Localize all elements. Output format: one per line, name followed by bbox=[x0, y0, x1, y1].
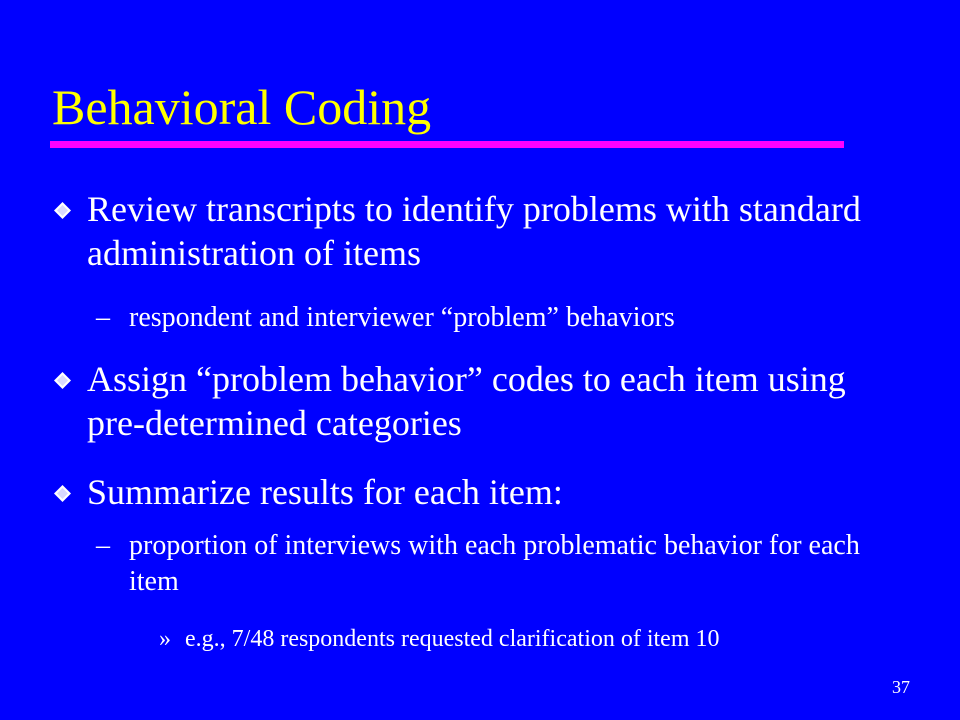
slide-title: Behavioral Coding bbox=[52, 79, 432, 135]
diamond-bullet-icon bbox=[54, 202, 71, 219]
sub-sub-bullet-item bbox=[159, 624, 885, 654]
sub-sub-bullet-text: e.g., 7/48 respondents requested clarification of item 10 bbox=[185, 626, 720, 652]
bullet-text: Review transcripts to identify problems with standard administration of items bbox=[87, 189, 861, 273]
diamond-bullet-icon bbox=[54, 485, 71, 502]
dash-marker: – bbox=[96, 302, 110, 333]
title-underline bbox=[50, 141, 844, 148]
bullet-item bbox=[87, 187, 867, 275]
bullet-text: Summarize results for each item: bbox=[87, 472, 563, 512]
bullet-text: Assign “problem behavior” codes to each item using pre-determined categories bbox=[87, 359, 846, 443]
sub-bullet-text: proportion of interviews with each problematic behavior for each item bbox=[129, 530, 860, 597]
page-number: 37 bbox=[892, 677, 910, 697]
sub-bullet-item bbox=[96, 528, 869, 600]
diamond-bullet-icon bbox=[54, 372, 71, 389]
sub-bullet-text: respondent and interviewer “problem” behaviors bbox=[129, 302, 675, 333]
sub-bullet-item bbox=[96, 300, 869, 336]
bullet-item bbox=[87, 470, 867, 514]
dash-marker: – bbox=[96, 530, 110, 561]
bullet-item bbox=[87, 357, 867, 445]
raquo-marker: » bbox=[159, 626, 171, 652]
